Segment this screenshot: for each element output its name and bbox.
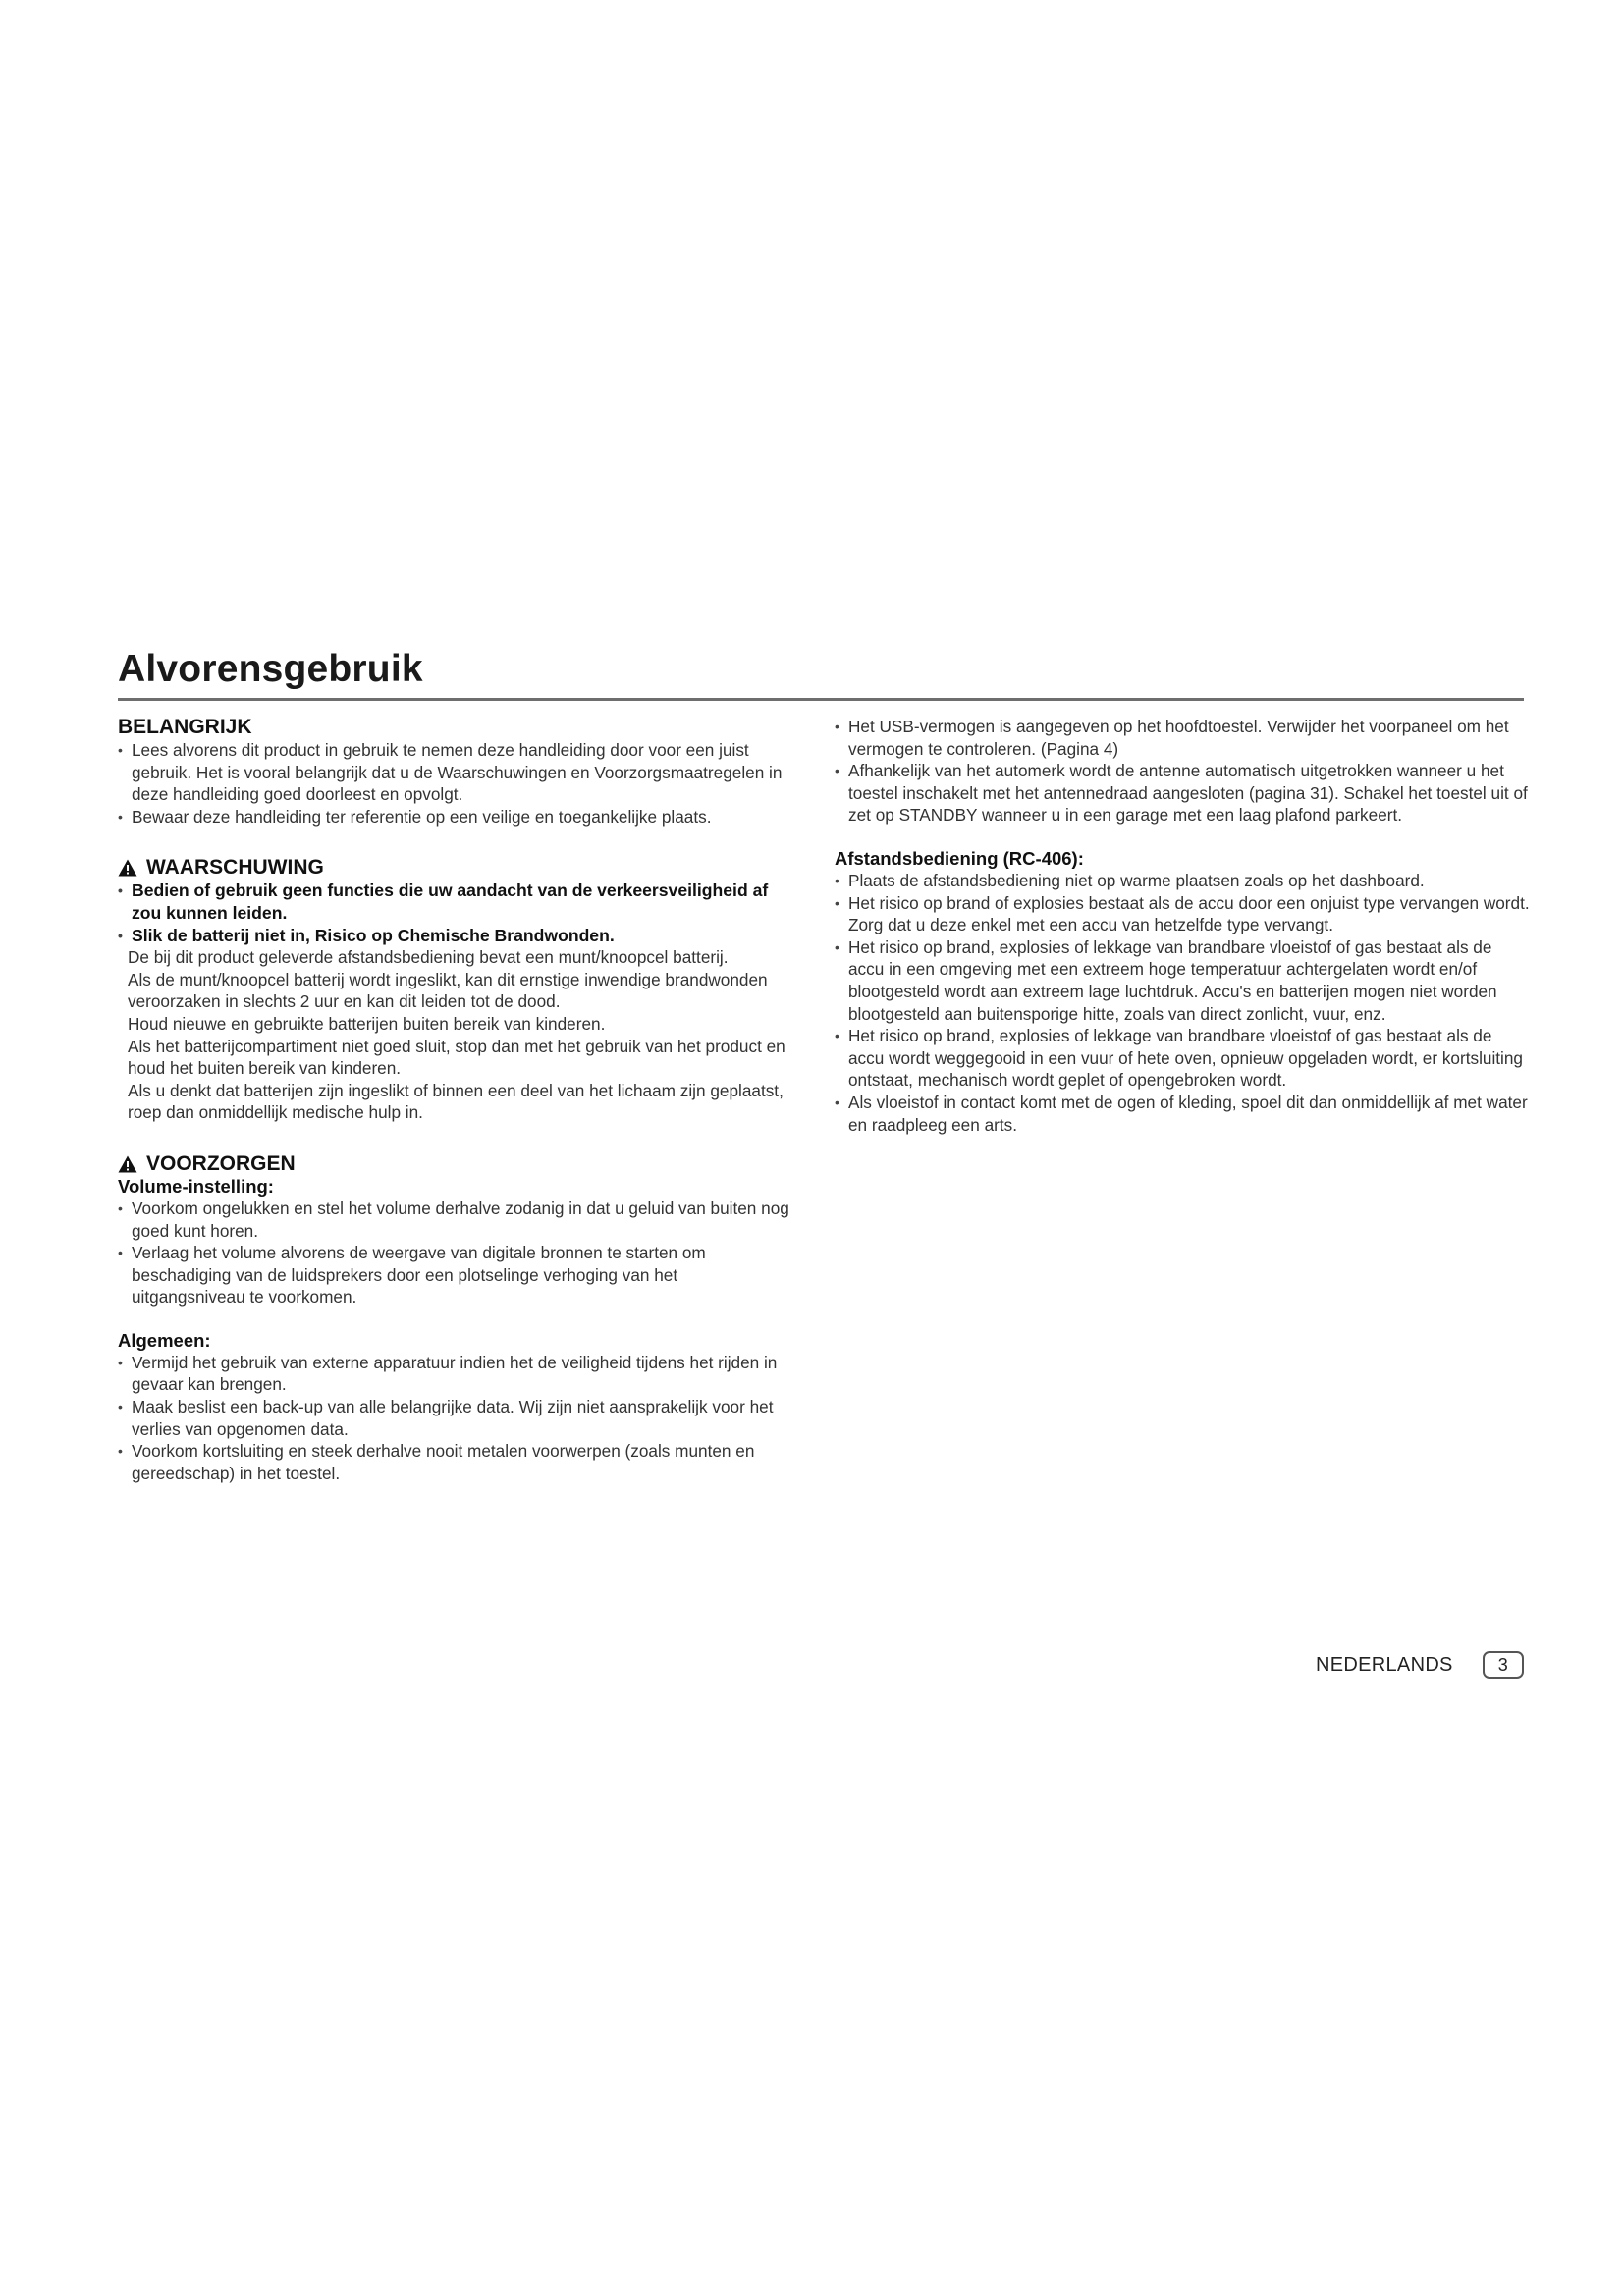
list-item: • Slik de batterij niet in, Risico op Chemische Brandwonden. bbox=[118, 925, 795, 947]
warning-triangle-icon bbox=[118, 1155, 137, 1173]
title-rule bbox=[118, 698, 1524, 701]
waarschuwing-heading bbox=[118, 856, 795, 880]
list-item: • Het risico op brand, explosies of lekkage van brandbare vloeistof of gas bestaat als de accu wordt weggegooid in een vuur of hete oven, opnieuw opgeladen wordt, er kortsluiting ontstaat, mechanisch wordt geplet of opengebroken wordt. bbox=[835, 1025, 1532, 1092]
voorzorgen-heading-text: VOORZORGEN bbox=[146, 1151, 296, 1175]
page-footer bbox=[1316, 1651, 1524, 1679]
paragraph: Als het batterijcompartiment niet goed sluit, stop dan met het gebruik van het product en houd het buiten bereik van kinderen. bbox=[128, 1036, 785, 1079]
list-item: • Voorkom kortsluiting en steek derhalve nooit metalen voorwerpen (zoals munten en gereedschap) in het toestel. bbox=[118, 1440, 795, 1484]
belangrijk-heading: BELANGRIJK bbox=[118, 716, 252, 738]
page-number: 3 bbox=[1483, 1651, 1524, 1679]
afstandsbediening-list-continued bbox=[835, 936, 1532, 1136]
list-item: • Bedien of gebruik geen functies die uw aandacht van de verkeersveiligheid af zou kunnen leiden. bbox=[118, 880, 795, 924]
usb-antenna-list bbox=[835, 716, 1532, 827]
list-item: • Maak beslist een back-up van alle belangrijke data. Wij zijn niet aansprakelijk voor het verlies van opgenomen data. bbox=[118, 1396, 795, 1440]
paragraph: Als u denkt dat batterijen zijn ingeslikt of binnen een deel van het lichaam zijn geplaatst, roep dan onmiddellijk medische hulp in. bbox=[128, 1080, 784, 1123]
list-item: • Plaats de afstandsbediening niet op warme plaatsen zoals op het dashboard. bbox=[835, 870, 1532, 892]
list-item: • Vermijd het gebruik van externe apparatuur indien het de veiligheid tijdens het rijden in gevaar kan brengen. bbox=[118, 1352, 795, 1396]
list-item: • Afhankelijk van het automerk wordt de antenne automatisch uitgetrokken wanneer u het toestel inschakelt met het antennedraad aangesloten (pagina 31). Schakel het toestel uit of zet op STANDBY wanneer u in een garage met een laag plafond parkeert. bbox=[835, 760, 1532, 827]
voorzorgen-heading bbox=[118, 1152, 795, 1176]
paragraph: De bij dit product geleverde afstandsbediening bevat een munt/knoopcel batterij. bbox=[128, 947, 729, 968]
afstandsbediening-heading: Afstandsbediening (RC-406): bbox=[835, 847, 1084, 869]
waarschuwing-bold-list bbox=[118, 880, 795, 946]
left-column bbox=[118, 716, 795, 1484]
list-item: • Het risico op brand of explosies bestaat als de accu door een onjuist type vervangen wordt. bbox=[835, 892, 1532, 915]
volume-list bbox=[118, 1198, 795, 1308]
list-item: • Als vloeistof in contact komt met de ogen of kleding, spoel dit dan onmiddellijk af met water en raadpleeg een arts. bbox=[835, 1092, 1532, 1136]
volume-heading: Volume-instelling: bbox=[118, 1175, 274, 1197]
list-item: • Bewaar deze handleiding ter referentie op een veilige en toegankelijke plaats. bbox=[118, 806, 795, 828]
belangrijk-list bbox=[118, 739, 795, 828]
list-item: • Het USB-vermogen is aangegeven op het hoofdtoestel. Verwijder het voorpaneel om het vermogen te controleren. (Pagina 4) bbox=[835, 716, 1532, 760]
algemeen-heading: Algemeen: bbox=[118, 1329, 211, 1351]
list-item: • Voorkom ongelukken en stel het volume derhalve zodanig in dat u geluid van buiten nog goed kunt horen. bbox=[118, 1198, 795, 1242]
right-column bbox=[835, 716, 1532, 1136]
paragraph: Als de munt/knoopcel batterij wordt ingeslikt, kan dit ernstige inwendige brandwonden veroorzaken in slechts 2 uur en kan dit leiden tot de dood. bbox=[128, 969, 768, 1012]
list-item: • Lees alvorens dit product in gebruik te nemen deze handleiding door voor een juist gebruik. Het is vooral belangrijk dat u de Waarschuwingen en Voorzorgsmaatregelen in deze handleiding goed doorleest en opvolgt. bbox=[118, 739, 795, 806]
paragraph: Houd nieuwe en gebruikte batterijen buiten bereik van kinderen. bbox=[128, 1013, 606, 1034]
paragraph: Zorg dat u deze enkel met een accu van hetzelfde type vervangt. bbox=[848, 915, 1333, 935]
footer-language: NEDERLANDS bbox=[1316, 1653, 1453, 1676]
warning-triangle-icon bbox=[118, 859, 137, 877]
afstandsbediening-list bbox=[835, 870, 1532, 914]
list-item: • Verlaag het volume alvorens de weergave van digitale bronnen te starten om beschadiging van de luidsprekers door een plotselinge verhoging van het uitgangsniveau te voorkomen. bbox=[118, 1242, 795, 1308]
algemeen-list bbox=[118, 1352, 795, 1485]
waarschuwing-heading-text: WAARSCHUWING bbox=[146, 856, 324, 880]
list-item: • Het risico op brand, explosies of lekkage van brandbare vloeistof of gas bestaat als de accu in een omgeving met een extreem hoge temperatuur achtergelaten wordt en/of blootgesteld wordt aan extreem lage luchtdruk. Accu's en batterijen mogen niet worden blootgesteld aan buitensporige hitte, zoals van direct zonlicht, vuur, enz. bbox=[835, 936, 1532, 1025]
page-title: Alvorensgebruik bbox=[118, 648, 423, 690]
